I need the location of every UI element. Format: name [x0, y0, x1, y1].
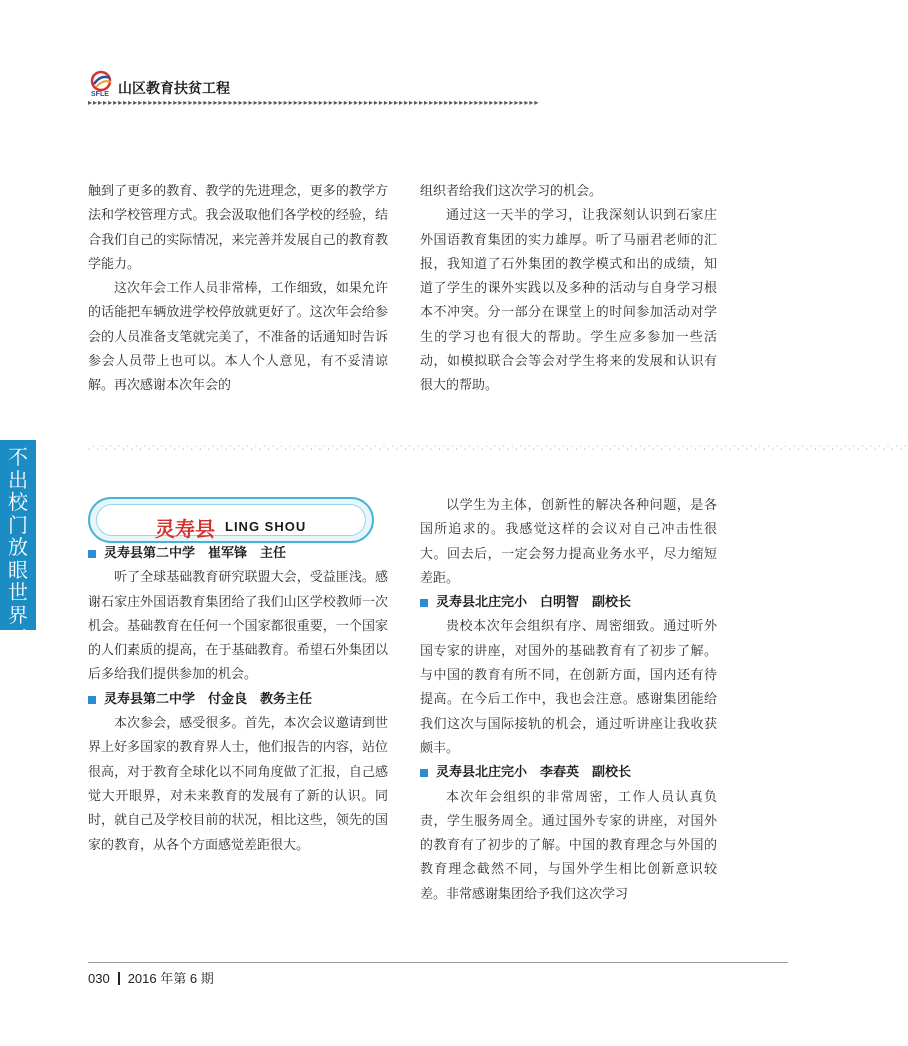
bullet-square-icon	[420, 599, 428, 607]
paragraph: 这次年会工作人员非常棒，工作细致，如果允许的话能把车辆放进学校停放就更好了。这次年会给参会的人员准备支笔就完美了，不准备的话通知时告诉参会人员带上也可以。本人个人意见，有不妥清谅解。再次感谢本次年会的	[88, 281, 388, 394]
paragraph: 贵校本次年会组织有序、周密细致。通过听外国专家的讲座，对国外的基础教育有了初步了解。与中国的教育有所不同，在创新方面，国内还有待提高。在今后工作中，我也会注意。感谢集团能给我们这次与国际接轨的机会，通过听讲座让我收获颇丰。	[420, 619, 717, 756]
bullet-square-icon	[88, 550, 96, 558]
region-heading	[88, 497, 374, 543]
bullet-square-icon	[420, 769, 428, 777]
paragraph: 通过这一天半的学习，让我深刻认识到石家庄外国语教育集团的实力雄厚。听了马丽君老师的汇报，我知道了石外集团的教学模式和出的成绩，知道了学生的课外实践以及多种的活动与自身学习根本不冲突。分一部分在课堂上的时间参加活动对学生的学习也有很大的帮助。学生应多参加一些活动，如模拟联合会等会对学生将来的发展和认识有很大的帮助。	[420, 208, 717, 394]
speaker-heading	[420, 591, 717, 615]
paragraph: 听了全球基础教育研究联盟大会，受益匪浅。感谢石家庄外国语教育集团给了我们山区学校教师一次机会。基础教育在任何一个国家都很重要，一个国家的人们素质的提高，在于基础教育。希望石外集团以后多给我们提供参加的机会。	[88, 570, 388, 683]
paragraph: 组织者给我们这次学习的机会。	[420, 184, 603, 199]
speaker-heading	[420, 761, 717, 785]
speaker-name: 灵寿县北庄完小 白明智 副校长	[436, 595, 632, 611]
bottom-left-column	[88, 542, 388, 858]
paragraph: 触到了更多的教育、教学的先进理念，更多的教学方法和学校管理方式。我会汲取他们各学校的经验，结合我们自己的实际情况，来完善并发展自己的教育教学能力。	[88, 184, 388, 272]
section-divider: ·˙·˙·˙·˙·˙·˙·˙·˙·˙·˙·˙·˙·˙·˙·˙·˙·˙·˙·˙·˙·˙·˙·˙·˙·˙·˙·˙·˙·˙·˙·˙·˙·˙·˙·˙·˙·˙·˙·˙·˙·˙·˙·˙·˙·˙·˙·˙·˙·˙·˙·˙·˙·˙·˙·˙·˙·˙·˙·˙·˙·˙·˙·˙·˙·˙·˙·˙·˙·˙·˙·˙·˙·˙·˙·˙·˙·˙·˙·˙·˙·˙·˙·˙·˙·˙·˙·˙·˙·˙·˙·˙·˙·˙·˙·˙·˙	[88, 445, 908, 454]
logo-text: SFLE	[91, 91, 109, 98]
bottom-right-column	[420, 494, 717, 907]
region-name-en: LING SHOU	[225, 519, 307, 534]
speaker-heading	[88, 542, 388, 566]
top-left-column	[88, 180, 388, 399]
page-footer	[88, 968, 214, 987]
section-title: 山区教育扶贫工程	[118, 81, 230, 97]
top-right-column	[420, 180, 717, 399]
paragraph: 本次参会，感受很多。首先，本次会议邀请到世界上好多国家的教育界人士，他们报告的内容，站位很高，对于教育全球化以不同角度做了汇报，自己感觉大开眼界，对未来教育的发展有了新的认识。同时，就自己及学校目前的状况，相比这些，领先的国家的教育，从各个方面感觉差距很大。	[88, 716, 388, 853]
region-name-cn: 灵寿县	[155, 517, 215, 541]
bullet-square-icon	[88, 696, 96, 704]
speaker-name: 灵寿县第二中学 崔军锋 主任	[104, 546, 287, 561]
paragraph: 以学生为主体，创新性的解决各种问题，是各国所追求的。我感觉这样的会议对自己冲击性很大。回去后，一定会努力提高业务水平，尽力缩短差距。	[420, 498, 717, 586]
region-heading-inner	[96, 504, 366, 541]
paragraph: 本次年会组织的非常周密，工作人员认真负责，学生服务周全。通过国外专家的讲座，对国外的教育有了初步的了解。中国的教育理念与外国的教育理念截然不同，与国外学生相比创新意识较差。非常感谢集团给予我们这次学习	[420, 789, 717, 902]
footer-separator	[118, 972, 120, 985]
page-number: 030	[88, 971, 110, 986]
header-dotted-rule: ▸▸▸▸▸▸▸▸▸▸▸▸▸▸▸▸▸▸▸▸▸▸▸▸▸▸▸▸▸▸▸▸▸▸▸▸▸▸▸▸▸▸▸▸▸▸▸▸▸▸▸▸▸▸▸▸▸▸▸▸▸▸▸▸▸▸▸▸▸▸▸▸▸▸▸▸▸▸▸▸▸▸▸▸▸▸▸▸▸▸	[88, 98, 540, 107]
side-tab-label: 不出校门放眼世界工程	[8, 445, 28, 672]
side-tab	[0, 440, 36, 672]
speaker-heading	[88, 688, 388, 712]
speaker-name: 灵寿县北庄完小 李春英 副校长	[436, 765, 632, 781]
footer-rule	[88, 962, 788, 963]
speaker-name: 灵寿县第二中学 付金良 教务主任	[104, 691, 313, 707]
issue-label: 2016 年第 6 期	[127, 971, 214, 986]
